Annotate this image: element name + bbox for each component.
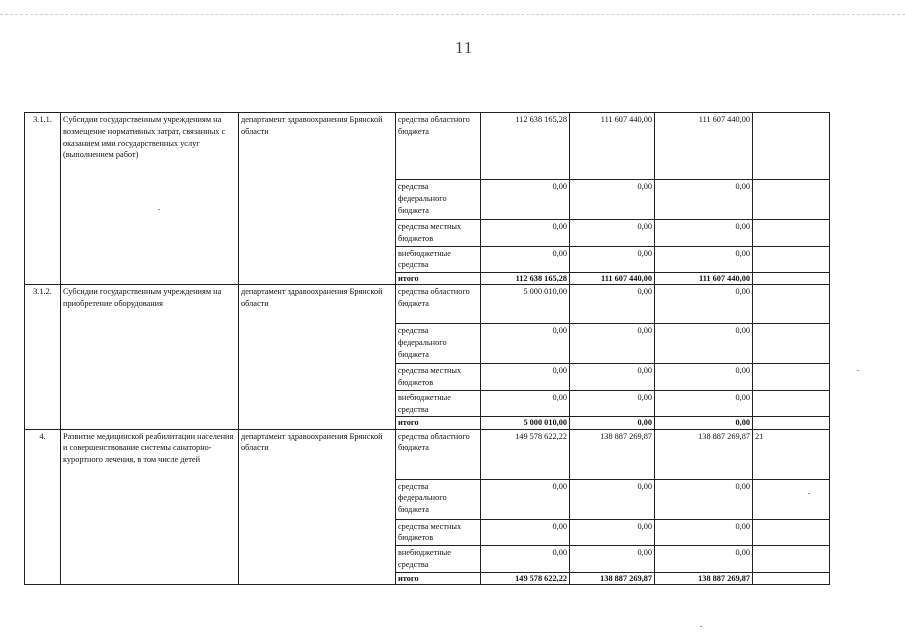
amount-year-3: 0,00 [655, 519, 753, 546]
extra-cell [753, 246, 830, 273]
page-number: 11 [455, 38, 474, 57]
amount-year-2: 0,00 [570, 180, 655, 220]
amount-year-2: 0,00 [570, 246, 655, 273]
amount-year-1: 0,00 [481, 519, 570, 546]
executor: департамент здравоохранения Брянской области [239, 429, 396, 584]
executor: департамент здравоохранения Брянской области [239, 285, 396, 429]
amount-year-2: 0,00 [570, 364, 655, 391]
amount-year-1: 5 000 010,00 [481, 285, 570, 324]
amount-year-2: 0,00 [570, 390, 655, 417]
total-year-3: 138 887 269,87 [655, 572, 753, 584]
row-number: 3.1.1. [25, 113, 61, 285]
scan-speck [857, 370, 859, 371]
row-number: 3.1.2. [25, 285, 61, 429]
source-label: средства областного бюджета [396, 429, 481, 479]
amount-year-3: 0,00 [655, 285, 753, 324]
amount-year-2: 0,00 [570, 519, 655, 546]
amount-year-3: 0,00 [655, 324, 753, 364]
extra-cell [753, 324, 830, 364]
source-label: средства федерального бюджета [396, 479, 481, 519]
extra-cell [753, 519, 830, 546]
budget-table [24, 112, 830, 585]
amount-year-1: 112 638 165,28 [481, 113, 570, 180]
extra-cell [753, 285, 830, 324]
source-label: средства областного бюджета [396, 285, 481, 324]
amount-year-2: 0,00 [570, 546, 655, 573]
total-label: итого [396, 417, 481, 429]
amount-year-2: 0,00 [570, 324, 655, 364]
amount-year-1: 149 578 622,22 [481, 429, 570, 479]
amount-year-1: 0,00 [481, 324, 570, 364]
amount-year-3: 0,00 [655, 546, 753, 573]
table-row [25, 285, 830, 324]
extra-cell: 21 [753, 429, 830, 479]
total-year-1: 112 638 165,28 [481, 273, 570, 285]
source-label: внебюджетные средства [396, 246, 481, 273]
extra-cell [753, 417, 830, 429]
amount-year-3: 0,00 [655, 220, 753, 247]
scan-edge-line [0, 14, 905, 15]
total-year-2: 111 607 440,00 [570, 273, 655, 285]
table-row [25, 113, 830, 180]
total-label: итого [396, 273, 481, 285]
extra-cell [753, 364, 830, 391]
amount-year-2: 0,00 [570, 285, 655, 324]
amount-year-3: 111 607 440,00 [655, 113, 753, 180]
total-year-1: 5 000 010,00 [481, 417, 570, 429]
amount-year-1: 0,00 [481, 479, 570, 519]
total-year-2: 0,00 [570, 417, 655, 429]
activity-name: Субсидии государственным учреждениям на приобретение оборудования [61, 285, 239, 429]
amount-year-1: 0,00 [481, 180, 570, 220]
amount-year-3: 0,00 [655, 364, 753, 391]
amount-year-3: 0,00 [655, 479, 753, 519]
extra-cell [753, 572, 830, 584]
extra-cell [753, 220, 830, 247]
source-label: средства федерального бюджета [396, 324, 481, 364]
amount-year-3: 0,00 [655, 246, 753, 273]
source-label: внебюджетные средства [396, 546, 481, 573]
amount-year-1: 0,00 [481, 220, 570, 247]
scan-speck [158, 209, 160, 210]
total-year-3: 111 607 440,00 [655, 273, 753, 285]
source-label: внебюджетные средства [396, 390, 481, 417]
extra-cell [753, 390, 830, 417]
source-label: средства местных бюджетов [396, 220, 481, 247]
source-label: средства областного бюджета [396, 113, 481, 180]
amount-year-2: 0,00 [570, 220, 655, 247]
extra-cell [753, 479, 830, 519]
executor: департамент здравоохранения Брянской области [239, 113, 396, 285]
extra-cell [753, 546, 830, 573]
amount-year-3: 0,00 [655, 180, 753, 220]
source-label: средства федерального бюджета [396, 180, 481, 220]
source-label: средства местных бюджетов [396, 364, 481, 391]
extra-cell [753, 113, 830, 180]
extra-cell [753, 273, 830, 285]
amount-year-3: 0,00 [655, 390, 753, 417]
activity-name: Развитие медицинской реабилитации населения и совершенствование системы санаторно-курортного лечения, в том числе детей [61, 429, 239, 584]
total-year-1: 149 578 622,22 [481, 572, 570, 584]
amount-year-2: 0,00 [570, 479, 655, 519]
amount-year-1: 0,00 [481, 246, 570, 273]
amount-year-1: 0,00 [481, 390, 570, 417]
amount-year-2: 111 607 440,00 [570, 113, 655, 180]
total-year-3: 0,00 [655, 417, 753, 429]
extra-cell [753, 180, 830, 220]
table-row [25, 429, 830, 479]
source-label: средства местных бюджетов [396, 519, 481, 546]
row-number: 4. [25, 429, 61, 584]
amount-year-3: 138 887 269,87 [655, 429, 753, 479]
amount-year-2: 138 887 269,87 [570, 429, 655, 479]
amount-year-1: 0,00 [481, 364, 570, 391]
total-label: итого [396, 572, 481, 584]
scan-speck [700, 626, 702, 627]
activity-name: Субсидии государственным учреждениям на возмещение нормативных затрат, связанных с оказанием ими государственных услуг (выполнением работ) [61, 113, 239, 285]
amount-year-1: 0,00 [481, 546, 570, 573]
scan-speck [808, 493, 810, 494]
total-year-2: 138 887 269,87 [570, 572, 655, 584]
